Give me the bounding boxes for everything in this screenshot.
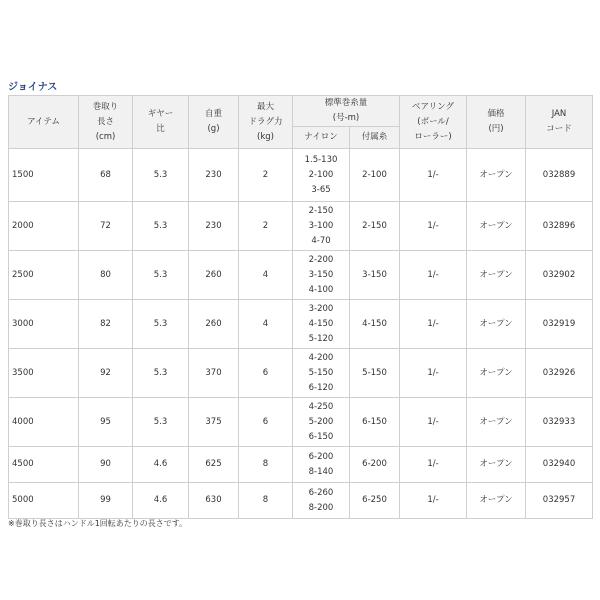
cell-gear-ratio: 5.3 [133, 300, 189, 349]
cell-max-drag: 8 [239, 483, 293, 519]
cell-weight: 230 [189, 149, 239, 202]
cell-bearing: 1/- [400, 447, 467, 483]
table-row [9, 447, 593, 483]
header-bearing: ベアリング (ボール/ ローラー) [400, 96, 467, 149]
cell-weight: 630 [189, 483, 239, 519]
nylon-capacity-line: 6-200 [308, 451, 334, 462]
cell-max-drag: 4 [239, 251, 293, 300]
cell-item: 2000 [9, 202, 79, 251]
cell-winding-length: 82 [79, 300, 133, 349]
spec-table [8, 95, 593, 519]
cell-weight: 260 [189, 300, 239, 349]
cell-item: 5000 [9, 483, 79, 519]
cell-max-drag: 8 [239, 447, 293, 483]
nylon-capacity-line: 5-200 [308, 416, 334, 427]
cell-item: 4000 [9, 398, 79, 447]
cell-bearing: 1/- [400, 251, 467, 300]
nylon-capacity-line: 6-120 [308, 382, 334, 393]
nylon-capacity-line: 2-200 [308, 254, 334, 265]
nylon-capacity-line: 4-200 [308, 352, 334, 363]
cell-price: オープン [467, 349, 526, 398]
cell-nylon [293, 202, 350, 251]
cell-nylon [293, 447, 350, 483]
cell-winding-length: 99 [79, 483, 133, 519]
header-item: アイテム [9, 96, 79, 149]
cell-gear-ratio: 4.6 [133, 447, 189, 483]
cell-nylon [293, 398, 350, 447]
header-included-line: 付属糸 [350, 127, 400, 149]
cell-included-line: 2-100 [350, 149, 400, 202]
nylon-capacity-line: 3-200 [308, 303, 334, 314]
cell-max-drag: 2 [239, 202, 293, 251]
cell-weight: 375 [189, 398, 239, 447]
cell-bearing: 1/- [400, 149, 467, 202]
nylon-capacity-line: 2-150 [308, 205, 334, 216]
cell-jan: 032940 [526, 447, 593, 483]
cell-weight: 230 [189, 202, 239, 251]
cell-gear-ratio: 5.3 [133, 349, 189, 398]
cell-price: オープン [467, 251, 526, 300]
nylon-capacity-line: 3-100 [308, 220, 334, 231]
header-line-capacity: 標準巻糸量 (号-m) [293, 96, 400, 127]
header-gear-ratio: ギヤー 比 [133, 96, 189, 149]
cell-jan: 032902 [526, 251, 593, 300]
cell-price: オープン [467, 447, 526, 483]
nylon-capacity-line: 3-150 [308, 269, 334, 280]
nylon-capacity-line: 4-100 [308, 284, 334, 295]
cell-nylon [293, 251, 350, 300]
cell-winding-length: 95 [79, 398, 133, 447]
cell-jan: 032889 [526, 149, 593, 202]
cell-winding-length: 68 [79, 149, 133, 202]
cell-winding-length: 80 [79, 251, 133, 300]
table-row [9, 349, 593, 398]
nylon-capacity-line: 5-150 [308, 367, 334, 378]
cell-bearing: 1/- [400, 398, 467, 447]
cell-gear-ratio: 5.3 [133, 149, 189, 202]
header-jan: JAN コード [526, 96, 593, 149]
table-row [9, 149, 593, 202]
footnote: ※巻取り長さはハンドル1回転あたりの長さです。 [8, 519, 188, 528]
cell-item: 4500 [9, 447, 79, 483]
table-row [9, 398, 593, 447]
cell-jan: 032933 [526, 398, 593, 447]
nylon-capacity-line: 1.5-130 [304, 154, 338, 165]
cell-included-line: 5-150 [350, 349, 400, 398]
cell-price: オープン [467, 300, 526, 349]
cell-gear-ratio: 4.6 [133, 483, 189, 519]
cell-included-line: 3-150 [350, 251, 400, 300]
nylon-capacity-line: 4-250 [308, 401, 334, 412]
cell-item: 3000 [9, 300, 79, 349]
cell-item: 2500 [9, 251, 79, 300]
cell-item: 1500 [9, 149, 79, 202]
nylon-capacity-line: 6-150 [308, 431, 334, 442]
table-title: ジョイナス [8, 82, 58, 93]
cell-nylon [293, 349, 350, 398]
nylon-capacity-line: 5-120 [308, 333, 334, 344]
cell-price: オープン [467, 202, 526, 251]
table-row [9, 483, 593, 519]
cell-bearing: 1/- [400, 483, 467, 519]
table-row [9, 202, 593, 251]
nylon-capacity-line: 4-150 [308, 318, 334, 329]
nylon-capacity-line: 6-260 [308, 487, 334, 498]
cell-jan: 032957 [526, 483, 593, 519]
cell-included-line: 6-250 [350, 483, 400, 519]
cell-jan: 032919 [526, 300, 593, 349]
nylon-capacity-line: 4-70 [311, 235, 331, 246]
cell-jan: 032896 [526, 202, 593, 251]
cell-price: オープン [467, 483, 526, 519]
cell-winding-length: 72 [79, 202, 133, 251]
cell-bearing: 1/- [400, 300, 467, 349]
cell-item: 3500 [9, 349, 79, 398]
cell-weight: 625 [189, 447, 239, 483]
cell-gear-ratio: 5.3 [133, 398, 189, 447]
cell-winding-length: 90 [79, 447, 133, 483]
cell-nylon [293, 483, 350, 519]
cell-gear-ratio: 5.3 [133, 202, 189, 251]
cell-weight: 370 [189, 349, 239, 398]
cell-included-line: 4-150 [350, 300, 400, 349]
header-winding-length: 巻取り 長さ (cm) [79, 96, 133, 149]
cell-winding-length: 92 [79, 349, 133, 398]
cell-max-drag: 4 [239, 300, 293, 349]
cell-included-line: 6-150 [350, 398, 400, 447]
cell-max-drag: 6 [239, 398, 293, 447]
cell-nylon [293, 149, 350, 202]
cell-price: オープン [467, 149, 526, 202]
cell-price: オープン [467, 398, 526, 447]
cell-included-line: 2-150 [350, 202, 400, 251]
table-row [9, 251, 593, 300]
cell-bearing: 1/- [400, 349, 467, 398]
header-nylon: ナイロン [293, 127, 350, 149]
nylon-capacity-line: 3-65 [311, 184, 331, 195]
table-row [9, 300, 593, 349]
cell-bearing: 1/- [400, 202, 467, 251]
cell-max-drag: 2 [239, 149, 293, 202]
nylon-capacity-line: 2-100 [308, 169, 334, 180]
header-price: 価格 (円) [467, 96, 526, 149]
header-weight: 自重 (g) [189, 96, 239, 149]
nylon-capacity-line: 8-200 [308, 502, 334, 513]
header-max-drag: 最大 ドラグ力 (kg) [239, 96, 293, 149]
nylon-capacity-line: 8-140 [308, 466, 334, 477]
cell-included-line: 6-200 [350, 447, 400, 483]
cell-weight: 260 [189, 251, 239, 300]
cell-max-drag: 6 [239, 349, 293, 398]
cell-jan: 032926 [526, 349, 593, 398]
cell-gear-ratio: 5.3 [133, 251, 189, 300]
cell-nylon [293, 300, 350, 349]
